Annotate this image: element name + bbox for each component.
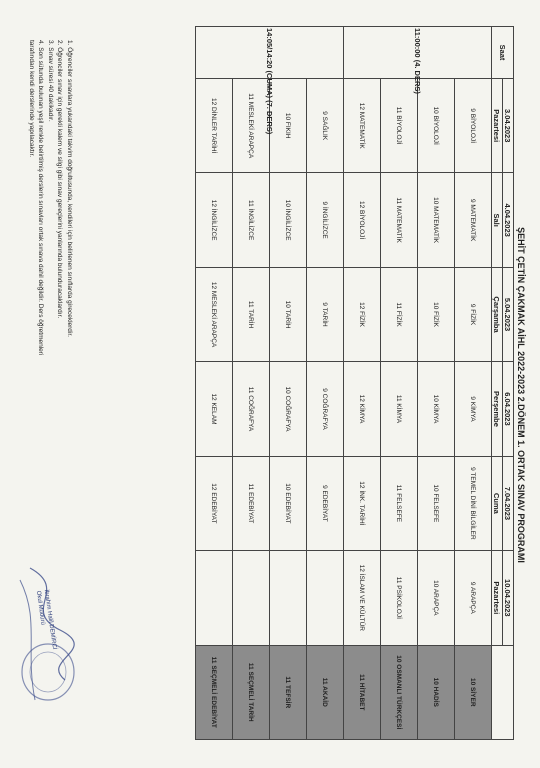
day-header: Cuma (492, 456, 503, 550)
table-cell: 11 İNGİLİZCE (233, 173, 270, 267)
table-cell (270, 551, 307, 645)
table-cell: 10 BİYOLOJİ (418, 79, 455, 173)
table-cell: 10 FİZİK (418, 267, 455, 361)
table-cell: 10 İNGİLİZCE (270, 173, 307, 267)
highlighted-cell: 11 SEÇMELİ EDEBİYAT (196, 645, 233, 739)
table-cell: 12 DİNLER TARİHİ (196, 79, 233, 173)
note-line: 1. Öğrenciler sınavlara yukarıdaki takvim doğrultusunda, kendileri için belirlenen sınıflarda gireceklerdir. (66, 40, 73, 337)
notes-section (27, 40, 75, 355)
table-row (270, 27, 307, 740)
table-cell: 9 EDEBİYAT (307, 456, 344, 550)
table-row (307, 27, 344, 740)
highlighted-cell: 10 OSMANLI TÜRKÇESİ (381, 645, 418, 739)
table-row (344, 27, 381, 740)
table-cell: 10 EDEBİYAT (270, 456, 307, 550)
date-header: 6.04.2023 (503, 362, 514, 456)
signature-title: Okul Müdürü (34, 590, 46, 626)
table-cell: 9 TARİH (307, 267, 344, 361)
table-cell: 9 ARAPÇA (455, 551, 492, 645)
exam-schedule-table (195, 26, 514, 740)
table-cell: 11 FİZİK (381, 267, 418, 361)
table-cell: 9 KİMYA (455, 362, 492, 456)
table-cell: 9 MATEMATİK (455, 173, 492, 267)
table-cell: 12 MATEMATİK (344, 79, 381, 173)
table-cell: 12 İSLAM VE KÜLTÜR (344, 551, 381, 645)
table-cell: 10 TARİH (270, 267, 307, 361)
table-cell: 11 MATEMATİK (381, 173, 418, 267)
table-cell: 10 COĞRAFYA (270, 362, 307, 456)
date-header: 10.04.2023 (503, 551, 514, 645)
table-cell: 11 PSİKOLOJİ (381, 551, 418, 645)
table-cell: 10 MATEMATİK (418, 173, 455, 267)
table-cell: 10 ARAPÇA (418, 551, 455, 645)
day-header: Perşembe (492, 362, 503, 456)
table-cell: 12 EDEBİYAT (196, 456, 233, 550)
table-cell: 12 FİZİK (344, 267, 381, 361)
day-header: Salı (492, 173, 503, 267)
note-line: 4. Son sütunda bulunan yeşil renkle belirtilmiş derslerin sınavları ortak sınava dahil değildir. Ders öğretmenleri (37, 40, 45, 356)
table-cell: 11 TARİH (233, 267, 270, 361)
table-cell: 9 FİZİK (455, 267, 492, 361)
table-row (196, 27, 233, 740)
table-cell: 12 İNK. TARİHİ (344, 456, 381, 550)
table-cell: 10 KİMYA (418, 362, 455, 456)
table-cell: 9 İNGİLİZCE (307, 173, 344, 267)
date-header: 5.04.2023 (503, 267, 514, 361)
table-cell: 11 COĞRAFYA (233, 362, 270, 456)
table-cell (233, 551, 270, 645)
highlighted-cell: 11 TEFSİR (270, 645, 307, 739)
note-line: 2. Öğrenciler sınav için gerekli kalem ve silgi gibi sınav gereçlerini yanlarında bulunduracaklardır. (56, 40, 64, 319)
table-cell: 11 KİMYA (381, 362, 418, 456)
table-cell: 9 BİYOLOJİ (455, 79, 492, 173)
table-cell: 10 FIKIH (270, 79, 307, 173)
signature-name: İbrahim Halil DEMİRCİ (42, 589, 58, 650)
day-header: Pazartesi (492, 551, 503, 645)
table-cell: 11 FELSEFE (381, 456, 418, 550)
extra-column-header (492, 645, 514, 739)
table-row (381, 27, 418, 740)
table-cell: 11 BİYOLOJİ (381, 79, 418, 173)
highlighted-cell: 10 SİYER (455, 645, 492, 739)
date-header: 3.04.2023 (503, 79, 514, 173)
time-slot-label: 14:05/14:20 (CUMA) (7. DERS) (196, 27, 344, 79)
table-cell: 11 EDEBİYAT (233, 456, 270, 550)
table-row (455, 27, 492, 740)
page-title: ŞEHİT ÇETİN ÇAKMAK AİHL 2022-2023 2.DÖNEM 1. ORTAK SINAV PROGRAMI (516, 227, 526, 563)
highlighted-cell: 11 HİTABET (344, 645, 381, 739)
highlighted-cell: 10 HADİS (418, 645, 455, 739)
table-cell (307, 551, 344, 645)
day-header: Çarşamba (492, 267, 503, 361)
time-header: Saat (492, 27, 514, 79)
table-cell: 10 FELSEFE (418, 456, 455, 550)
table-cell: 12 MESLEKİ ARAPÇA (196, 267, 233, 361)
table-cell: 9 COĞRAFYA (307, 362, 344, 456)
table-cell (196, 551, 233, 645)
table-cell: 11 MESLEKİ ARAPÇA (233, 79, 270, 173)
table-cell: 12 KİMYA (344, 362, 381, 456)
note-line: tarafından kendi derslerinde yapılacaktır. (28, 40, 35, 158)
table-row (233, 27, 270, 740)
table-cell: 12 BİYOLOJİ (344, 173, 381, 267)
highlighted-cell: 11 AKAİD (307, 645, 344, 739)
table-row (418, 27, 455, 740)
table-cell: 9 SAĞLIK (307, 79, 344, 173)
date-header: 4.04.2023 (503, 173, 514, 267)
date-header: 7.04.2023 (503, 456, 514, 550)
table-cell: 12 KELAM (196, 362, 233, 456)
highlighted-cell: 11 SEÇMELİ TARİH (233, 645, 270, 739)
note-line: 3. Sınav süresi 40 dakikadır. (47, 40, 54, 122)
day-header: Pazartesi (492, 79, 503, 173)
table-cell: 9 TEMEL DİNİ BİLGİLER (455, 456, 492, 550)
table-cell: 12 İNGİLİZCE (196, 173, 233, 267)
time-slot-label: 11:00:00 (4. DERS) (344, 27, 492, 79)
